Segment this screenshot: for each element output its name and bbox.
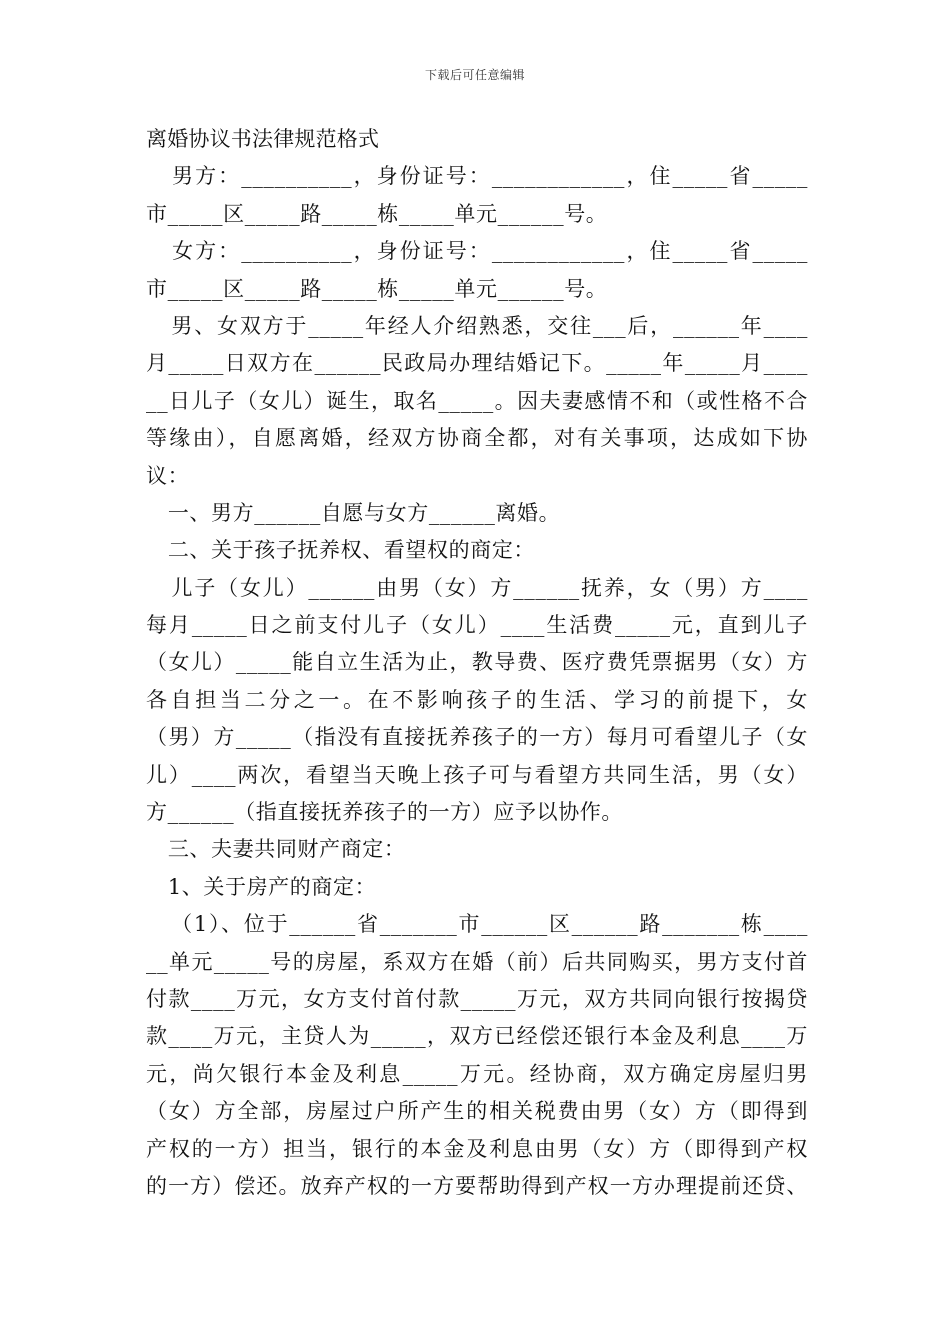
document-line: （男）方_____（指没有直接抚养孩子的一方）每月可看望儿子（女 xyxy=(146,725,808,750)
document-line: 女方：__________，身份证号：____________，住_____省_____ xyxy=(146,239,808,264)
document-body xyxy=(146,121,808,1205)
document-line: 儿子（女儿）______由男（女）方______抚养，女（男）方____ xyxy=(146,575,808,600)
document-title: 离婚协议书法律规范格式 xyxy=(146,127,380,151)
document-line: 1、关于房产的商定： xyxy=(146,874,377,899)
document-line: __单元_____号的房屋，系双方在婚（前）后共同购买，男方支付首 xyxy=(146,949,808,974)
document-line: 议： xyxy=(146,463,190,488)
document-line: 儿）____两次，看望当天晚上孩子可与看望方共同生活，男（女） xyxy=(146,762,808,787)
document-line: 各自担当二分之一。在不影响孩子的生活、学习的前提下，女 xyxy=(146,687,808,712)
document-line: 市_____区_____路_____栋_____单元______号。 xyxy=(146,201,608,226)
document-line: 等缘由），自愿离婚，经双方协商全都，对有关事项，达成如下协 xyxy=(146,426,808,451)
document-line: 月_____日双方在______民政局办理结婚记下。_____年_____月____ xyxy=(146,351,808,376)
document-line: 一、男方______自愿与女方______离婚。 xyxy=(146,500,561,525)
document-line: （女）方全部，房屋过户所产生的相关税费由男（女）方（即得到 xyxy=(146,1099,808,1124)
document-line: 男、女双方于_____年经人介绍熟悉，交往___后，______年____ xyxy=(146,313,808,338)
document-line: 的一方）偿还。放弃产权的一方要帮助得到产权一方办理提前还贷、 xyxy=(146,1173,808,1198)
document-line: （女儿）_____能自立生活为止，教导费、医疗费凭票据男（女）方 xyxy=(146,650,808,675)
document-line: 款____万元，主贷人为_____，双方已经偿还银行本金及利息____万 xyxy=(146,1024,808,1049)
document-line: （1）、位于______省_______市______区______路_______栋____ xyxy=(146,912,808,937)
document-line: 产权的一方）担当，银行的本金及利息由男（女）方（即得到产权 xyxy=(146,1136,808,1161)
document-line: __日儿子（女儿）诞生，取名_____。因夫妻感情不和（或性格不合 xyxy=(146,388,808,413)
document-line: 付款____万元，女方支付首付款_____万元，双方共同向银行按揭贷 xyxy=(146,986,808,1011)
document-line: 三、夫妻共同财产商定： xyxy=(146,837,406,862)
document-line: 市_____区_____路_____栋_____单元______号。 xyxy=(146,276,608,301)
document-line: 男方：__________，身份证号：____________，住_____省_____ xyxy=(146,164,808,189)
document-line: 元，尚欠银行本金及利息_____万元。经协商，双方确定房屋归男 xyxy=(146,1061,808,1086)
document-line: 每月_____日之前支付儿子（女儿）____生活费_____元，直到儿子 xyxy=(146,613,808,638)
document-line: 二、关于孩子抚养权、看望权的商定： xyxy=(146,538,536,563)
page-header-note: 下载后可任意编辑 xyxy=(424,68,525,82)
document-line: 方______（指直接抚养孩子的一方）应予以协作。 xyxy=(146,800,623,825)
